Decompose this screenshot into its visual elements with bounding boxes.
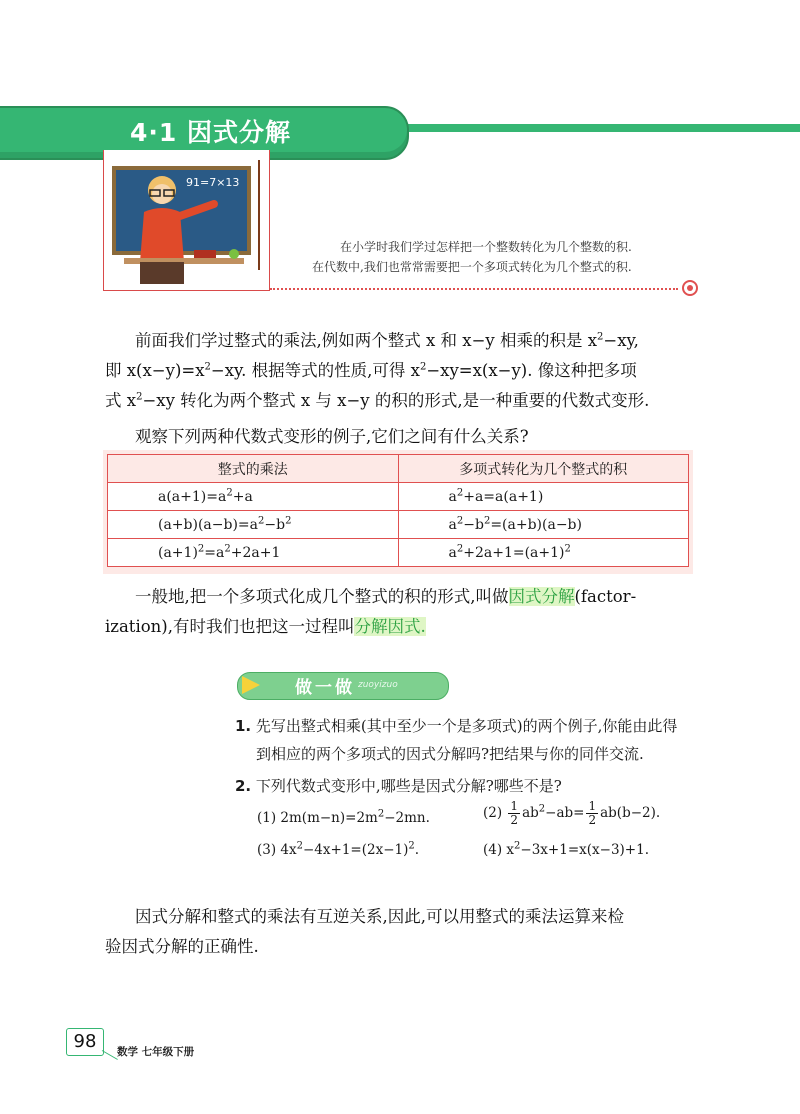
- table-header-row: [108, 455, 689, 483]
- paragraph-1-line-3: 式 $x^2-xy$ 转化为两个整式 x 与 x−y 的积的形式,是一种重要的代数式变形.: [105, 391, 650, 410]
- intro-text-line-2: 在代数中,我们也常常需要把一个多项式转化为几个整式的积.: [312, 260, 632, 274]
- table-row: [108, 483, 689, 511]
- table-cell: $a(a+1)=a^2+a$: [108, 483, 399, 511]
- exercise-1-line-2: 到相应的两个多项式的因式分解吗?把结果与你的同伴交流.: [256, 745, 644, 763]
- table-header: 整式的乘法: [108, 455, 399, 483]
- book-title: 数学 七年级下册: [117, 1046, 195, 1058]
- closing-paragraph-line-1: 因式分解和整式的乘法有互逆关系,因此,可以用整式的乘法运算来检: [135, 907, 624, 926]
- table-cell: $(a+b)(a-b)=a^2-b^2$: [108, 511, 399, 539]
- table-cell: $a^2-b^2=(a+b)(a-b)$: [398, 511, 689, 539]
- fraction-one-half: $\frac{1}{2}$: [510, 799, 519, 827]
- exercise-2-item-3: (3) $4x^2-4x+1=(2x-1)^2$.: [257, 840, 420, 858]
- exercise-2-item-2: (2) $\frac{1}{2}$ $ab^2-ab=$ $\frac{1}{2}$ ab(b−2).: [483, 799, 661, 827]
- comparison-table: [103, 450, 693, 574]
- exercise-2-item-4: (4) $x^2-3x+1=x(x-3)+1$.: [483, 840, 649, 858]
- fraction-one-half: $\frac{1}{2}$: [588, 799, 597, 827]
- definition-line-1: 一般地,把一个多项式化成几个整式的积的形式,叫做因式分解(factor-: [135, 587, 637, 606]
- term-factorization: 因式分解: [508, 587, 575, 606]
- exercise-2-item-1: (1) $2m(m-n)=2m^2-2mn$.: [257, 808, 430, 826]
- page-number-tail: [102, 1050, 118, 1060]
- arrow-icon: [242, 676, 260, 694]
- page-number: 98: [66, 1028, 104, 1056]
- dotted-divider: [270, 288, 678, 290]
- header-rule: [400, 124, 800, 132]
- board-text: 91=7×13: [186, 176, 240, 189]
- teacher-illustration: [104, 150, 269, 290]
- term-factor-decomposition: 分解因式.: [354, 617, 426, 636]
- exercise-2-prompt: 2. 下列代数式变形中,哪些是因式分解?哪些不是?: [235, 777, 562, 795]
- paragraph-2: 观察下列两种代数式变形的例子,它们之间有什么关系?: [135, 427, 529, 446]
- definition-line-2: ization),有时我们也把这一过程叫分解因式.: [105, 617, 426, 636]
- table-row: [108, 539, 689, 567]
- table-cell: $(a+1)^2=a^2+2a+1$: [108, 539, 399, 567]
- table-header: 多项式转化为几个整式的积: [398, 455, 689, 483]
- paragraph-1-line-2: 即 $x(x-y)=x^2-xy$. 根据等式的性质,可得 $x^2-xy=x(x-y)$. 像这种把多项: [105, 361, 637, 380]
- table-row: [108, 511, 689, 539]
- paragraph-1-line-1: 前面我们学过整式的乘法,例如两个整式 x 和 x−y 相乘的积是 $x^2-xy$,: [135, 331, 639, 350]
- try-it-label: 做一做: [295, 678, 355, 698]
- table-cell: $a^2+2a+1=(a+1)^2$: [398, 539, 689, 567]
- intro-illustration-box: [103, 150, 270, 291]
- table-cell: $a^2+a=a(a+1)$: [398, 483, 689, 511]
- exercise-1-line-1: 1. 先写出整式相乘(其中至少一个是多项式)的两个例子,你能由此得: [235, 717, 678, 735]
- section-title: 4·1 因式分解: [130, 118, 291, 147]
- try-it-pinyin: zuoyizuo: [358, 680, 398, 690]
- intro-text-line-1: 在小学时我们学过怎样把一个整数转化为几个整数的积.: [340, 240, 632, 254]
- closing-paragraph-line-2: 验因式分解的正确性.: [105, 937, 259, 956]
- target-icon: [682, 280, 698, 296]
